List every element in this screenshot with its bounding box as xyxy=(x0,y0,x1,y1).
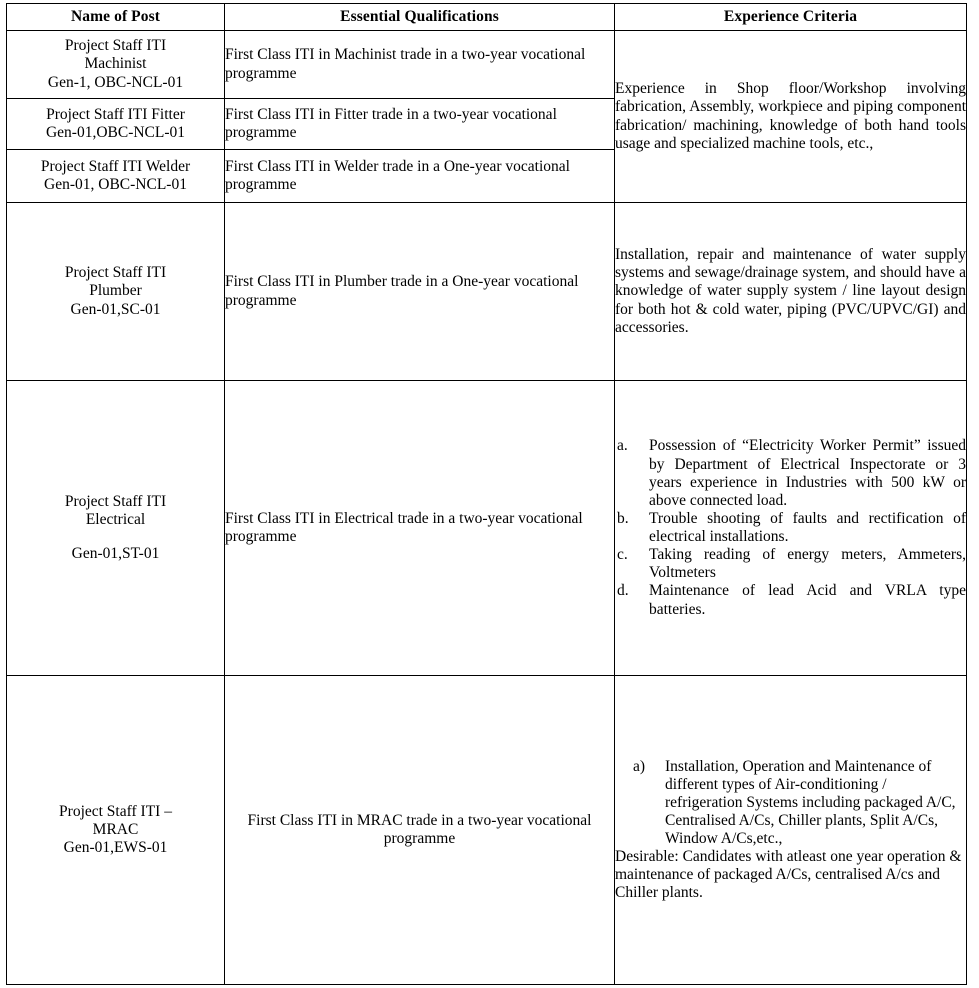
post-line: Gen-1, OBC-NCL-01 xyxy=(47,73,184,91)
experience-list-mrac xyxy=(615,758,966,849)
list-item xyxy=(615,510,966,546)
post-line: Project Staff ITI Welder xyxy=(40,157,191,175)
list-item-text: Taking reading of energy meters, Ammeters, Voltmeters xyxy=(649,546,966,582)
list-item-text: Maintenance of lead Acid and VRLA type batteries. xyxy=(649,582,966,618)
qualification-table xyxy=(6,3,967,985)
post-cell-machinist xyxy=(7,31,225,99)
qualification-cell-electrical: First Class ITI in Electrical trade in a two-year vocational programme xyxy=(225,381,615,676)
list-marker: b. xyxy=(617,509,629,527)
post-line: Plumber xyxy=(89,282,142,300)
experience-cell-electrical xyxy=(615,381,967,676)
post-cell-plumber xyxy=(7,203,225,381)
qualification-cell-welder: First Class ITI in Welder trade in a One-year vocational programme xyxy=(225,150,615,203)
list-item-text: Installation, Operation and Maintenance of different types of Air-conditioning / refrigeration Systems including packaged A/C, Centralised A/Cs, Chiller plants, Split A/Cs, Window A/Cs,etc., xyxy=(665,757,956,847)
post-line: Gen-01, OBC-NCL-01 xyxy=(44,176,187,193)
post-line: Project Staff ITI – xyxy=(59,802,172,820)
experience-cell-mrac xyxy=(615,676,967,985)
list-marker: a. xyxy=(617,437,628,455)
post-line: Project Staff ITI Fitter xyxy=(46,105,185,123)
qualification-cell-fitter: First Class ITI in Fitter trade in a two-year vocational programme xyxy=(225,99,615,150)
list-item-text: Trouble shooting of faults and rectification of electrical installations. xyxy=(649,509,966,545)
post-line: Project Staff ITI xyxy=(64,264,167,282)
post-line: Gen-01,EWS-01 xyxy=(63,839,168,857)
qualification-cell-mrac: First Class ITI in MRAC trade in a two-year vocational programme xyxy=(225,676,615,985)
list-item xyxy=(615,437,966,510)
experience-note-mrac: Desirable: Candidates with atleast one year operation & maintenance of packaged A/Cs, centralised A/cs and Chiller plants. xyxy=(615,848,962,902)
post-cell-fitter xyxy=(7,99,225,150)
table-row xyxy=(7,31,967,99)
list-item xyxy=(615,546,966,582)
table-header xyxy=(7,4,967,31)
post-line: Project Staff ITI xyxy=(64,493,167,511)
list-item xyxy=(615,582,966,618)
post-line: Electrical xyxy=(85,511,146,529)
header-row xyxy=(7,4,967,31)
experience-cell-iti-trades: Experience in Shop floor/Workshop involving fabrication, Assembly, workpiece and piping component fabrication/ machining, knowledge of both hand tools usage and specialized machine tools, etc., xyxy=(615,31,967,203)
table-body xyxy=(7,31,967,985)
post-cell-welder xyxy=(7,150,225,203)
post-cell-mrac xyxy=(7,676,225,985)
post-line: MRAC xyxy=(92,820,139,838)
post-cell-electrical xyxy=(7,381,225,676)
experience-cell-plumber: Installation, repair and maintenance of water supply systems and sewage/drainage system, and should have a knowledge of water supply system / line layout design for both hot & cold water, piping (PVC/UPVC/GI) and accessories. xyxy=(615,203,967,381)
column-header-essential-qualifications: Essential Qualifications xyxy=(225,4,615,31)
post-line: Gen-01,OBC-NCL-01 xyxy=(45,124,186,141)
list-marker: d. xyxy=(617,582,629,600)
table-row xyxy=(7,381,967,676)
post-line: Gen-01,ST-01 xyxy=(71,544,160,562)
column-header-name-of-post: Name of Post xyxy=(7,4,225,31)
post-line: Machinist xyxy=(84,55,147,73)
list-item-text: Possession of “Electricity Worker Permit” issued by Department of Electrical Inspectorate or 3 years experience in Industries with 500 kW or above connected load. xyxy=(649,437,966,509)
table-row xyxy=(7,203,967,381)
list-marker: c. xyxy=(617,546,628,564)
table-row xyxy=(7,676,967,985)
experience-list-electrical xyxy=(615,437,966,618)
post-line: Gen-01,SC-01 xyxy=(70,300,161,318)
list-marker: a) xyxy=(633,757,646,775)
qualification-cell-plumber: First Class ITI in Plumber trade in a One-year vocational programme xyxy=(225,203,615,381)
list-item xyxy=(615,758,966,849)
qualification-cell-machinist: First Class ITI in Machinist trade in a two-year vocational programme xyxy=(225,31,615,99)
column-header-experience-criteria: Experience Criteria xyxy=(615,4,967,31)
post-line: Project Staff ITI xyxy=(64,37,167,55)
post-spacer xyxy=(7,530,224,545)
